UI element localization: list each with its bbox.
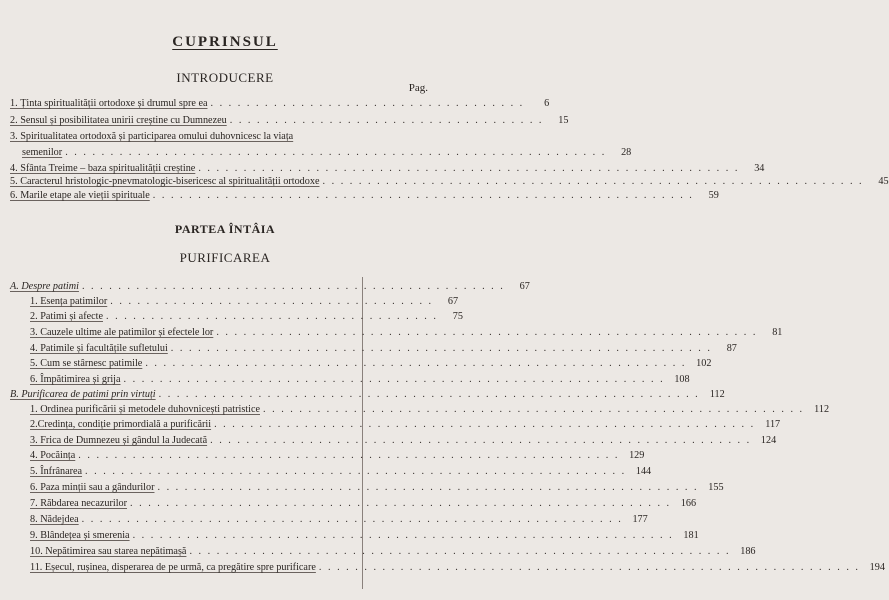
entry-page: 45 [878, 176, 889, 187]
entry-label: 6. Marile etape ale vieții spirituale [10, 190, 150, 201]
entry-page: 75 [452, 311, 463, 322]
toc-entry [10, 98, 550, 109]
entry-label: 3. Frica de Dumnezeu și gândul la Judecată [30, 435, 208, 446]
page-title: CUPRINSUL [172, 34, 278, 50]
toc-entry [10, 176, 889, 187]
entry-page: 194 [869, 562, 885, 573]
entry-page: 181 [683, 530, 699, 541]
entry-page: 124 [760, 435, 777, 446]
entry-page: 59 [708, 190, 719, 201]
leader-dots: . . . . . . . . . . . . . . . . . . . . . . . . . . . . . . . . . . . . . . . . . . . . . . . . . . . . . . . . . . . . [78, 450, 620, 461]
entry-label: semenilor [22, 147, 63, 158]
entry-page: 166 [680, 498, 697, 509]
leader-dots: . . . . . . . . . . . . . . . . . . . . . . . . . . . . . . . . . . . [210, 98, 525, 109]
toc-entry [30, 435, 777, 446]
toc-entry [30, 404, 830, 415]
toc-entry [30, 546, 756, 557]
leader-dots: . . . . . . . . . . . . . . . . . . . . . . . . . . . . . . . . . . . . . [106, 311, 438, 322]
entry-page: 144 [635, 466, 652, 477]
section-label: B. Purificarea de patimi prin virtuți [10, 389, 156, 400]
entry-page: 102 [696, 358, 712, 369]
entry-page: 155 [708, 482, 724, 493]
toc-entry [22, 147, 632, 158]
entry-label: 4. Pocăința [30, 450, 76, 461]
entry-label: 2.Credința, condiție primordială a purificării [30, 419, 212, 430]
entry-label: 4. Patimile și facultățile sufletului [30, 343, 168, 354]
entry-page: 81 [772, 327, 783, 338]
leader-dots: . . . . . . . . . . . . . . . . . . . . . . . . . . . . . . . . . . . . . . . . . . . . . . . . . . . . . . . . . . . . [216, 327, 758, 338]
entry-page: 6 [544, 98, 550, 109]
leader-dots: . . . . . . . . . . . . . . . . . . . . . . . . . . . . . . . . . . . . . . . . . . . . . . . . . . . . . . . . . . . . [123, 374, 665, 385]
entry-label: 5. Caracterul hristologic-pnevmatologic-bisericesc al spiritualității ortodoxe [10, 176, 320, 187]
leader-dots: . . . . . . . . . . . . . . . . . . . . . . . . . . . . . . . . . . . . . . . . . . . . . . . . . . . . . . . . . . . . [130, 498, 672, 509]
toc-entry [30, 419, 781, 430]
entry-page: 112 [709, 389, 725, 400]
part-subheading: PURIFICAREA [179, 250, 271, 265]
entry-page: 177 [632, 514, 648, 525]
toc-entry [30, 514, 648, 525]
page-column-rule [362, 277, 363, 589]
leader-dots: . . . . . . . . . . . . . . . . . . . . . . . . . . . . . . . . . . . . . . . . . . . . . . . . . . . . . . . . . . . . [170, 343, 712, 354]
section-label: A. Despre patimi [10, 281, 79, 292]
toc-entry [30, 374, 690, 385]
leader-dots: . . . . . . . . . . . . . . . . . . . . . . . . . . . . . . . . . . . . . . . . . . . . . . . . . . . . . . . . . . . . [210, 435, 752, 446]
entry-page: 34 [754, 163, 765, 174]
entry-page: 28 [621, 147, 632, 158]
leader-dots: . . . . . . . . . . . . . . . . . . . . . . . . . . . . . . . . . . . . . . . . . . . . . . . . . . . . . . . . . . . . [152, 190, 694, 201]
part-heading: PARTEA ÎNTÂIA [174, 222, 276, 236]
toc-entry [30, 311, 463, 322]
entry-label: 4. Sfânta Treime – baza spiritualității creștine [10, 163, 196, 174]
entry-page: 67 [447, 296, 459, 307]
toc-entry [10, 163, 765, 174]
entry-label: 5. Înfrânarea [30, 466, 83, 477]
toc-entry [30, 343, 737, 354]
entry-label: 9. Blândețea și smerenia [30, 530, 130, 541]
entry-label: 2. Patimi și afecte [30, 311, 103, 322]
leader-dots: . . . . . . . . . . . . . . . . . . . . . . . . . . . . . . . . . . . . . . . . . . . . . . . . . . . . . . . . . . . . [85, 466, 627, 477]
leader-dots: . . . . . . . . . . . . . . . . . . . . . . . . . . . . . . . . . . . . . . . . . . . . . . . . . . . . . . . . . . . . [214, 419, 756, 430]
toc-entry [30, 296, 459, 307]
intro-heading: INTRODUCERE [176, 70, 274, 85]
leader-dots: . . . . . . . . . . . . . . . . . . . . . . . . . . . . . . . . . . . . . . . . . . . . . . . . . . . . . . . . . . . . [65, 147, 607, 158]
toc-entry [30, 498, 697, 509]
entry-page: 117 [765, 419, 781, 430]
entry-page: 112 [814, 404, 830, 415]
entry-page: 129 [629, 450, 645, 461]
leader-dots: . . . . . . . . . . . . . . . . . . . . . . . . . . . . . . . . . . . . . . . . . . . . . . . . . . . . . . . . . . . . [189, 546, 731, 557]
toc-entry [30, 482, 724, 493]
leader-dots: . . . . . . . . . . . . . . . . . . . . . . . . . . . . . . . . . . . . . . . . . . . . . . . . . . . . . . . . . . . . [318, 562, 860, 573]
entry-label-line1: 3. Spiritualitatea ortodoxă și participarea omului duhovnicesc la viața [10, 131, 294, 142]
entry-label: 6. Paza minții sau a gândurilor [30, 482, 155, 493]
entry-label: 5. Cum se stârnesc patimile [30, 358, 143, 369]
leader-dots: . . . . . . . . . . . . . . . . . . . . . . . . . . . . . . . . . . . . . . . . . . . . . . . . . . . . . . . . . . . . [322, 176, 864, 187]
leader-dots: . . . . . . . . . . . . . . . . . . . . . . . . . . . . . . . . . . . . . . . . . . . . . . . . . . . . . . . . . . . . [132, 530, 674, 541]
pag-label: Pag. [408, 82, 428, 94]
entry-label: 8. Nădejdea [30, 514, 79, 525]
leader-dots: . . . . . . . . . . . . . . . . . . . . . . . . . . . . . . . . . . . . . . . . . . . . . . . . . . . . . . . . . . . . [158, 389, 700, 400]
entry-label: 6. Împătimirea și grija [30, 374, 121, 385]
toc-entry [30, 327, 783, 338]
toc-entry [30, 562, 885, 573]
entry-page: 87 [726, 343, 737, 354]
entry-label: 1. Esența patimilor [30, 296, 108, 307]
entry-label: 1. Ținta spiritualității ortodoxe și drumul spre ea [10, 98, 208, 109]
entry-page: 108 [674, 374, 690, 385]
section-entry [10, 389, 725, 400]
entry-label: 10. Nepătimirea sau starea nepătimașă [30, 546, 187, 557]
entry-label: 2. Sensul și posibilitatea unirii creștine cu Dumnezeu [10, 115, 227, 126]
leader-dots: . . . . . . . . . . . . . . . . . . . . . . . . . . . . . . . . . . . . . . . . . . . . . . . [81, 281, 505, 292]
entry-label: 11. Eșecul, rușinea, disperarea de pe urmă, ca pregătire spre purificare [30, 562, 316, 573]
leader-dots: . . . . . . . . . . . . . . . . . . . . . . . . . . . . . . . . . . . [229, 115, 544, 126]
entry-page: 186 [740, 546, 756, 557]
toc-entry [30, 530, 699, 541]
leader-dots: . . . . . . . . . . . . . . . . . . . . . . . . . . . . . . . . . . . . . . . . . . . . . . . . . . . . . . . . . . . . [81, 514, 623, 525]
toc-entry [10, 115, 569, 126]
toc-entry [30, 358, 712, 369]
entry-label: 1. Ordinea purificării și metodele duhovnicești patristice [30, 404, 260, 415]
entry-label: 3. Cauzele ultime ale patimilor și efectele lor [30, 327, 214, 338]
leader-dots: . . . . . . . . . . . . . . . . . . . . . . . . . . . . . . . . . . . . . . . . . . . . . . . . . . . . . . . . . . . . [198, 163, 740, 174]
section-entry [10, 281, 530, 292]
toc-entry [10, 190, 719, 201]
entry-label: 7. Răbdarea necazurilor [30, 498, 128, 509]
toc-entry [30, 450, 645, 461]
toc-entry [30, 466, 652, 477]
leader-dots: . . . . . . . . . . . . . . . . . . . . . . . . . . . . . . . . . . . . [110, 296, 434, 307]
leader-dots: . . . . . . . . . . . . . . . . . . . . . . . . . . . . . . . . . . . . . . . . . . . . . . . . . . . . . . . . . . . . [157, 482, 699, 493]
leader-dots: . . . . . . . . . . . . . . . . . . . . . . . . . . . . . . . . . . . . . . . . . . . . . . . . . . . . . . . . . . . . [145, 358, 687, 369]
leader-dots: . . . . . . . . . . . . . . . . . . . . . . . . . . . . . . . . . . . . . . . . . . . . . . . . . . . . . . . . . . . . [263, 404, 805, 415]
entry-page: 15 [558, 115, 569, 126]
entry-page: 67 [519, 281, 530, 292]
